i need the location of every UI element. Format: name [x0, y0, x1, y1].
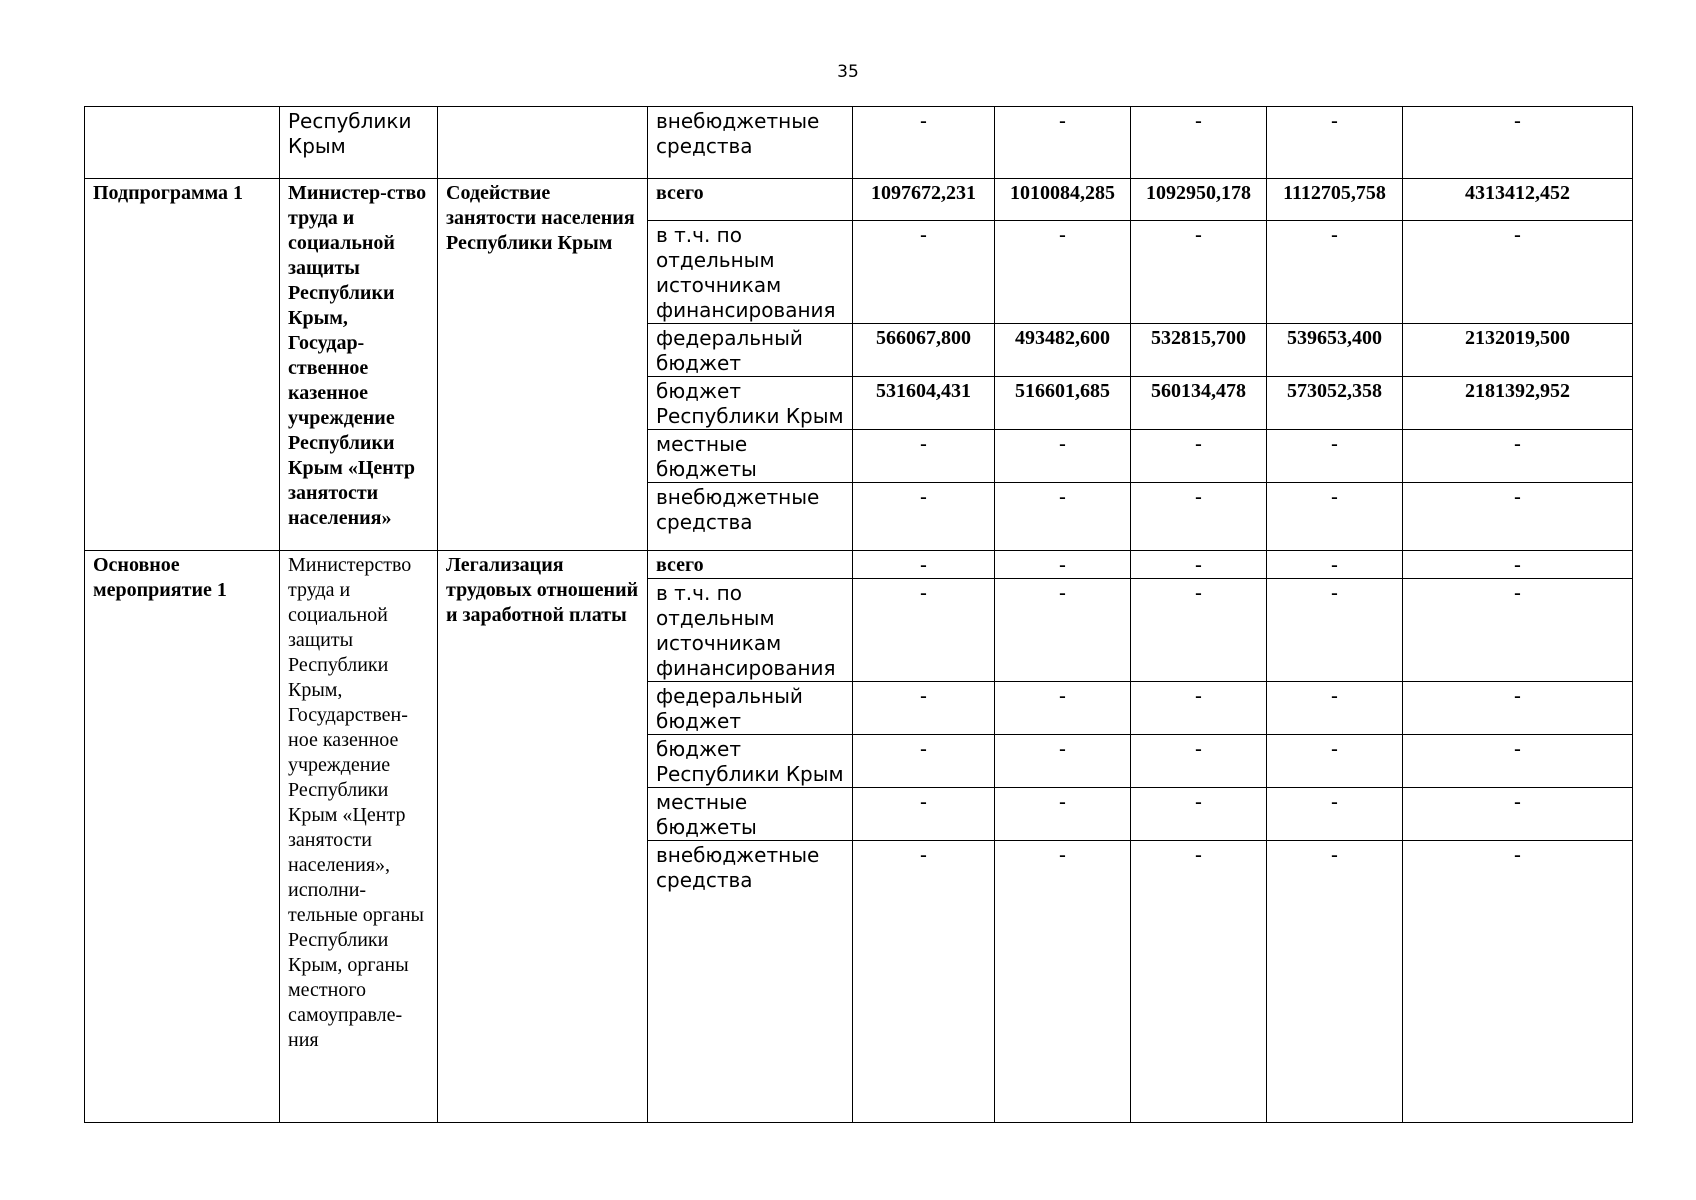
value-cell: - [1131, 107, 1267, 179]
value-cell: - [1403, 682, 1633, 735]
value-cell: - [1267, 682, 1403, 735]
program-cell: Основное мероприятие 1 [85, 551, 280, 1123]
source-cell: местные бюджеты [648, 788, 853, 841]
value-cell: - [1403, 735, 1633, 788]
value-cell: 2181392,952 [1403, 377, 1633, 430]
value-cell: - [995, 841, 1131, 1123]
value-cell: - [995, 107, 1131, 179]
source-cell: внебюджетные средства [648, 841, 853, 1123]
value-cell: - [995, 682, 1131, 735]
value-cell: 1092950,178 [1131, 179, 1267, 221]
value-cell: - [853, 551, 995, 579]
executor-cell: Министерство труда и социальной защиты Республики Крым, Государствен-ное казенное учреждение Республики Крым «Центр занятости населения», исполни-тельные органы Республики Крым, органы местного самоуправле-ния [280, 551, 438, 1123]
value-cell: - [853, 735, 995, 788]
table-body [85, 107, 1633, 1123]
value-cell: - [995, 735, 1131, 788]
value-cell: 1097672,231 [853, 179, 995, 221]
funding-table [84, 106, 1633, 1123]
value-cell: - [1267, 221, 1403, 324]
program-cell [85, 107, 280, 179]
value-cell: - [1403, 579, 1633, 682]
value-cell: 566067,800 [853, 324, 995, 377]
value-cell: - [1131, 682, 1267, 735]
value-cell: - [1267, 107, 1403, 179]
value-cell: - [1131, 221, 1267, 324]
value-cell: - [853, 682, 995, 735]
value-cell: 1010084,285 [995, 179, 1131, 221]
name-cell [438, 107, 648, 179]
name-cell: Содействие занятости населения Республики Крым [438, 179, 648, 551]
value-cell: - [1267, 841, 1403, 1123]
value-cell: - [995, 579, 1131, 682]
value-cell: - [1403, 483, 1633, 551]
value-cell: 4313412,452 [1403, 179, 1633, 221]
executor-cell: Министер-ство труда и социальной защиты Республики Крым, Государ-ственное казенное учреждение Республики Крым «Центр занятости населения» [280, 179, 438, 551]
value-cell: - [853, 221, 995, 324]
value-cell: - [995, 551, 1131, 579]
value-cell: - [1403, 841, 1633, 1123]
source-cell: внебюджетные средства [648, 483, 853, 551]
value-cell: - [1267, 430, 1403, 483]
value-cell: - [1131, 483, 1267, 551]
value-cell: - [995, 788, 1131, 841]
value-cell: 532815,700 [1131, 324, 1267, 377]
value-cell: - [1403, 430, 1633, 483]
source-cell: всего [648, 551, 853, 579]
source-cell: в т.ч. по отдельным источникам финансирования [648, 221, 853, 324]
value-cell: - [1403, 221, 1633, 324]
table-row [85, 179, 1633, 221]
value-cell: - [1131, 788, 1267, 841]
value-cell: 493482,600 [995, 324, 1131, 377]
value-cell: 539653,400 [1267, 324, 1403, 377]
source-cell: бюджет Республики Крым [648, 735, 853, 788]
source-cell: внебюджетные средства [648, 107, 853, 179]
executor-cell: Республики Крым [280, 107, 438, 179]
page-number: 35 [837, 62, 859, 82]
value-cell: - [1267, 788, 1403, 841]
value-cell: - [853, 483, 995, 551]
value-cell: - [1267, 735, 1403, 788]
value-cell: - [1131, 735, 1267, 788]
value-cell: - [995, 221, 1131, 324]
source-cell: местные бюджеты [648, 430, 853, 483]
value-cell: - [853, 430, 995, 483]
table-row [85, 551, 1633, 579]
value-cell: - [1131, 551, 1267, 579]
value-cell: - [853, 107, 995, 179]
source-cell: бюджет Республики Крым [648, 377, 853, 430]
value-cell: - [853, 579, 995, 682]
source-cell: всего [648, 179, 853, 221]
value-cell: - [853, 841, 995, 1123]
value-cell: - [1403, 107, 1633, 179]
source-cell: в т.ч. по отдельным источникам финансирования [648, 579, 853, 682]
program-cell: Подпрограмма 1 [85, 179, 280, 551]
value-cell: - [853, 788, 995, 841]
source-cell: федеральный бюджет [648, 324, 853, 377]
value-cell: - [1267, 483, 1403, 551]
source-cell: федеральный бюджет [648, 682, 853, 735]
value-cell: 573052,358 [1267, 377, 1403, 430]
value-cell: - [1267, 579, 1403, 682]
value-cell: 560134,478 [1131, 377, 1267, 430]
name-cell: Легализация трудовых отношений и заработной платы [438, 551, 648, 1123]
value-cell: 516601,685 [995, 377, 1131, 430]
value-cell: - [1131, 579, 1267, 682]
value-cell: - [1131, 841, 1267, 1123]
value-cell: - [1267, 551, 1403, 579]
value-cell: 531604,431 [853, 377, 995, 430]
value-cell: - [1403, 788, 1633, 841]
value-cell: - [1131, 430, 1267, 483]
value-cell: - [1403, 551, 1633, 579]
value-cell: 2132019,500 [1403, 324, 1633, 377]
value-cell: 1112705,758 [1267, 179, 1403, 221]
value-cell: - [995, 483, 1131, 551]
table-row [85, 107, 1633, 179]
value-cell: - [995, 430, 1131, 483]
